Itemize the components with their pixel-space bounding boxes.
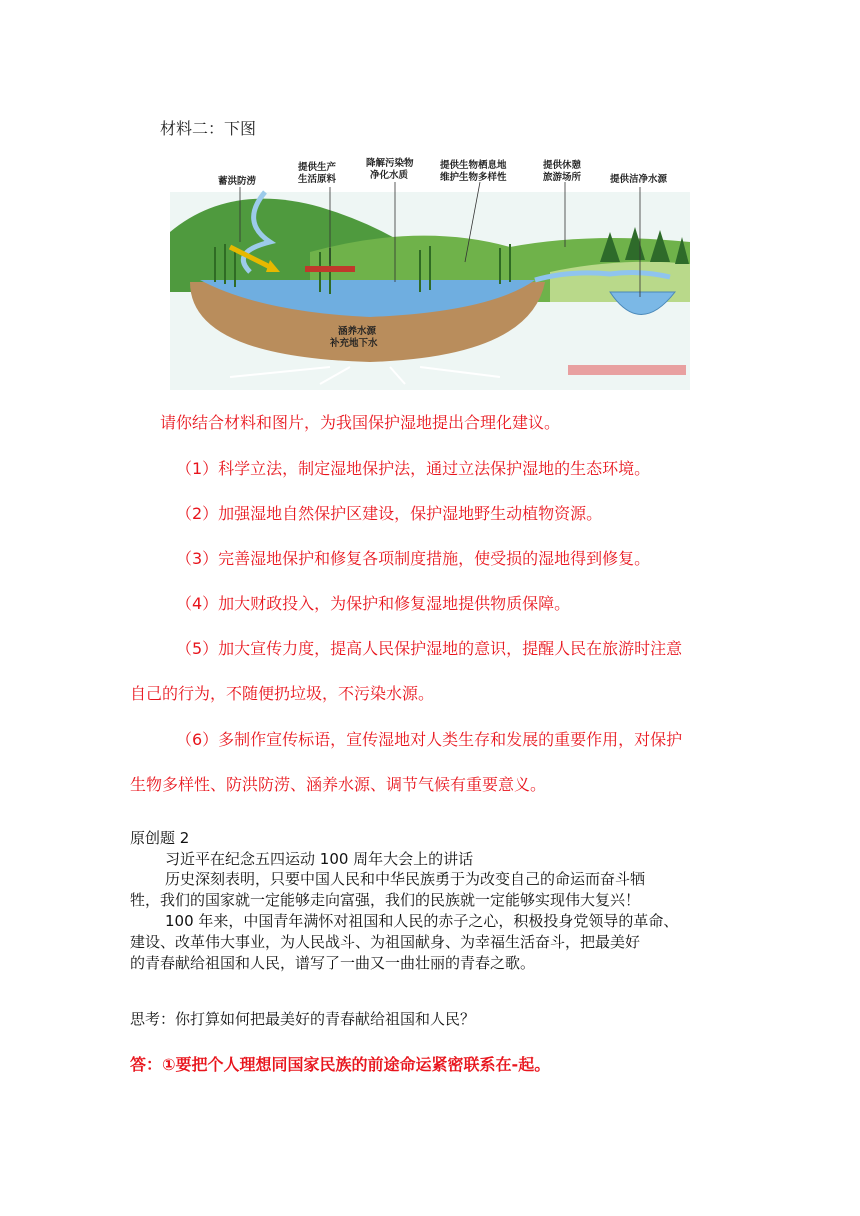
speech-line-3: 100 年来，中国青年满怀对祖国和人民的赤子之心，积极投身党领导的革命、 — [165, 912, 679, 930]
answer: 答：①要把个人理想同国家民族的前途命运紧密联系在-起。 — [130, 1055, 551, 1074]
label-production-1: 提供生产 — [298, 162, 337, 173]
question: 请你结合材料和图片，为我国保护湿地提出合理化建议。 — [160, 413, 561, 432]
speech-line-1: 历史深刻表明，只要中国人民和中华民族勇于为改变自己的命运而奋斗牺 — [165, 870, 646, 888]
speech-line-4: 建设、改革伟大事业，为人民战斗、为祖国献身、为幸福生活奋斗，把最美好 — [130, 933, 641, 951]
speech-line-5: 的青春献给祖国和人民，谱写了一曲又一曲壮丽的青春之歌。 — [130, 954, 536, 972]
label-purify-2: 净化水质 — [370, 170, 409, 181]
suggestion-3: （3）完善湿地保护和修复各项制度措施，使受损的湿地得到修复。 — [176, 549, 651, 568]
suggestion-4: （4）加大财政投入，为保护和修复湿地提供物质保障。 — [176, 594, 571, 613]
suggestion-5-line1: （5）加大宣传力度，提高人民保护湿地的意识，提醒人民在旅游时注意 — [176, 639, 683, 658]
wetland-diagram — [170, 152, 690, 390]
suggestion-5-line2: 自己的行为，不随便扔垃圾，不污染水源。 — [130, 684, 435, 703]
label-habitat-1: 提供生物栖息地 — [440, 160, 507, 171]
speech-line-2: 牲，我们的国家就一定能够走向富强，我们的民族就一定能够实现伟大复兴！ — [130, 891, 641, 909]
label-leisure-1: 提供休憩 — [543, 160, 582, 171]
label-leisure-2: 旅游场所 — [543, 172, 582, 183]
label-production-2: 生活原料 — [298, 174, 337, 185]
label-purify-1: 降解污染物 — [366, 158, 414, 169]
label-recharge-1: 涵养水源 — [338, 326, 377, 337]
suggestion-6-line1: （6）多制作宣传标语，宣传湿地对人类生存和发展的重要作用，对保护 — [176, 730, 683, 749]
section-title: 原创题 2 — [130, 829, 190, 847]
label-habitat-2: 维护生物多样性 — [440, 172, 507, 183]
suggestion-6-line2: 生物多样性、防洪防涝、涵养水源、调节气候有重要意义。 — [130, 775, 547, 794]
label-clean-water: 提供洁净水源 — [610, 174, 668, 185]
suggestion-1: （1）科学立法，制定湿地保护法，通过立法保护湿地的生态环境。 — [176, 459, 651, 478]
label-recharge-2: 补充地下水 — [330, 338, 378, 349]
label-flood: 蓄洪防涝 — [218, 176, 257, 187]
think-question: 思考：你打算如何把最美好的青春献给祖国和人民？ — [130, 1010, 476, 1028]
material-label: 材料二：下图 — [160, 119, 257, 138]
suggestion-2: （2）加强湿地自然保护区建设，保护湿地野生动植物资源。 — [176, 504, 603, 523]
speech-title: 习近平在纪念五四运动 100 周年大会上的讲话 — [165, 850, 474, 868]
